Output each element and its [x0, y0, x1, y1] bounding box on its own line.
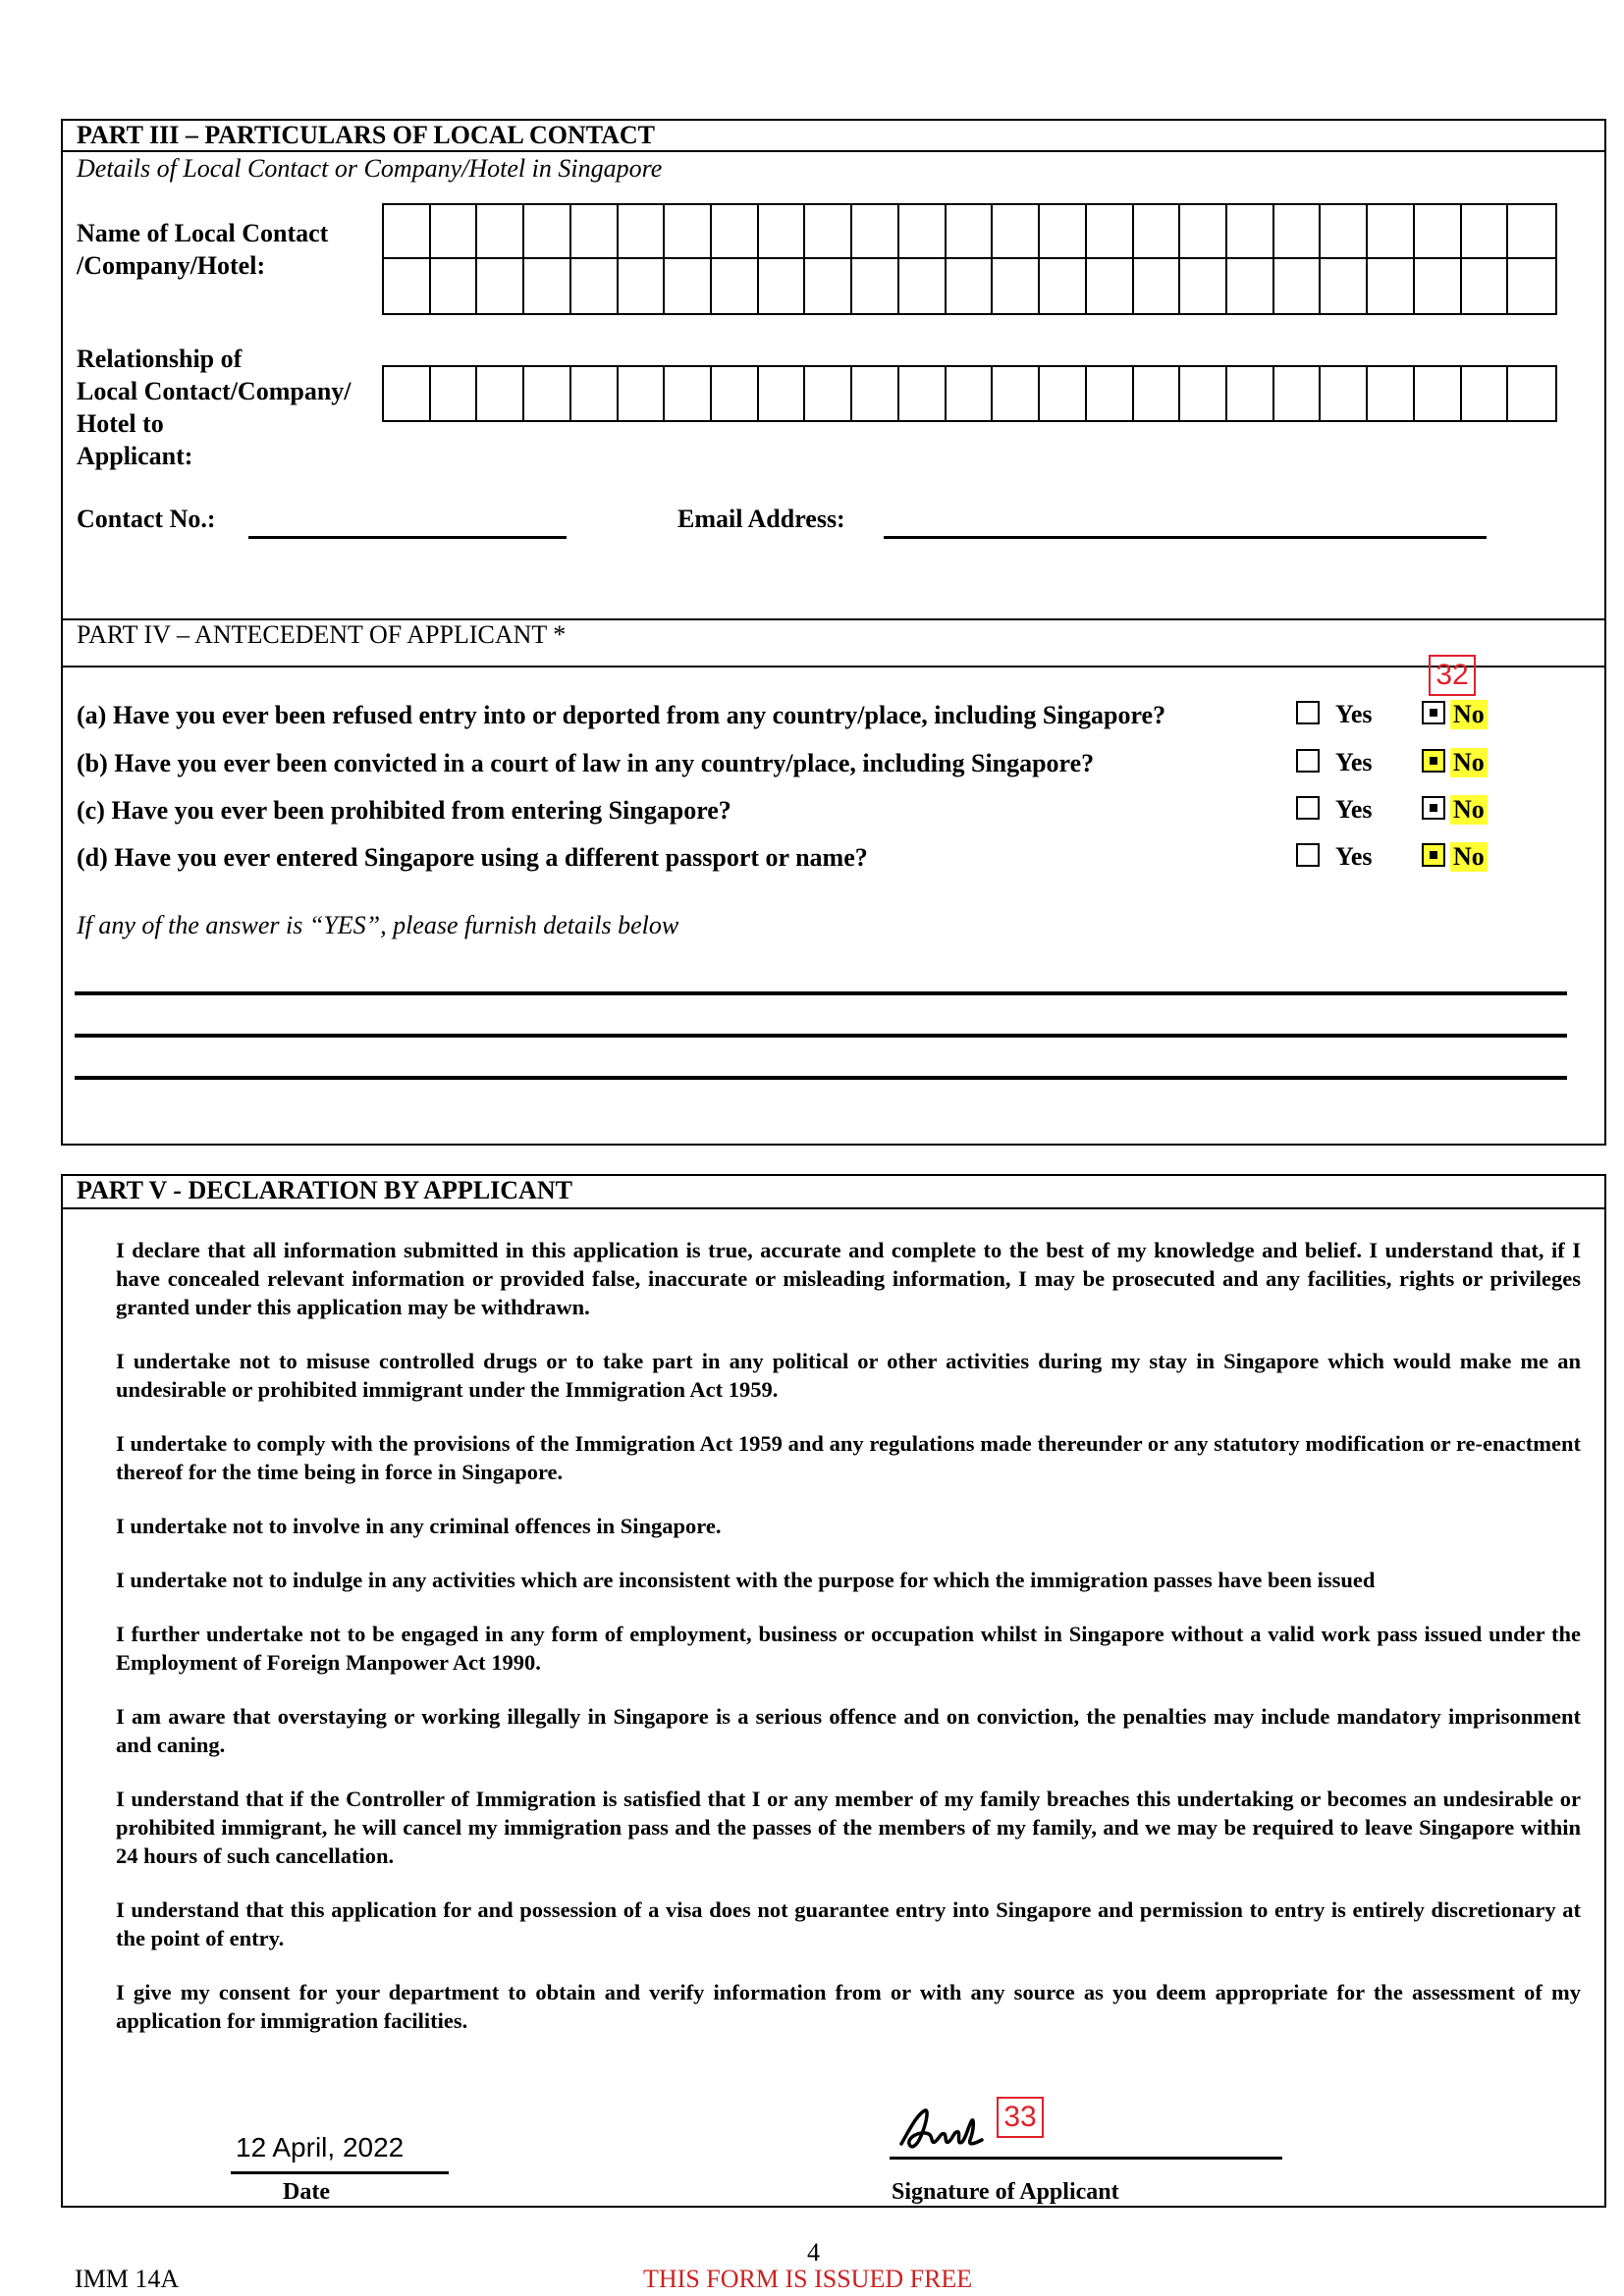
character-box[interactable] — [1227, 259, 1274, 313]
character-box[interactable] — [384, 205, 431, 259]
character-box[interactable] — [1134, 259, 1181, 313]
relationship-label — [77, 343, 352, 472]
relationship-entry-grid[interactable] — [382, 365, 1557, 422]
contact-number-field[interactable] — [248, 536, 567, 539]
part3-title: PART III – PARTICULARS OF LOCAL CONTACT — [77, 121, 656, 149]
character-box[interactable] — [524, 259, 571, 313]
form-code: IMM 14A — [75, 2265, 180, 2293]
declaration-paragraph: I am aware that overstaying or working illegally in Singapore is a serious offence and on conviction, the penalties may include mandatory imprisonment and caning. — [116, 1704, 1581, 1757]
character-box[interactable] — [1321, 259, 1368, 313]
date-value[interactable]: 12 April, 2022 — [236, 2132, 405, 2163]
character-box[interactable] — [1368, 205, 1415, 259]
date-label: Date — [283, 2179, 330, 2205]
question-b-yes-label: Yes — [1335, 748, 1373, 776]
declaration-paragraph: I undertake to comply with the provisions of the Immigration Act 1959 and any regulations made thereunder or any statutory modification or re-enactment thereof for the time being in force in Singapore. — [116, 1431, 1581, 1484]
character-box[interactable] — [1180, 205, 1227, 259]
character-box[interactable] — [619, 205, 666, 259]
question-c-no-label: No — [1450, 795, 1488, 825]
character-box[interactable] — [431, 205, 478, 259]
character-box[interactable] — [665, 205, 712, 259]
character-box[interactable] — [524, 367, 571, 420]
part3-subtitle: Details of Local Contact or Company/Hotel in Singapore — [77, 154, 663, 183]
character-box[interactable] — [1274, 259, 1322, 313]
character-box[interactable] — [1508, 259, 1555, 313]
character-box[interactable] — [1227, 205, 1274, 259]
character-box[interactable] — [712, 205, 759, 259]
part5-title-divider — [61, 1207, 1606, 1209]
declaration-paragraph: I declare that all information submitted in this application is true, accurate and complete to the best of my knowledge and belief. I understand that, if I have concealed relevant information or provided false, inaccurate or misleading information, I may be prosecuted and any facilities, rights or privileges granted under this application may be withdrawn. — [116, 1238, 1581, 1319]
question-a-yes-checkbox[interactable] — [1296, 701, 1320, 724]
character-box[interactable] — [384, 367, 431, 420]
declaration-paragraph: I undertake not to misuse controlled drugs or to take part in any political or other activities during my stay in Singapore which would make me an undesirable or prohibited immigrant under the Immigration Act 1959. — [116, 1349, 1581, 1402]
character-box[interactable] — [1134, 205, 1181, 259]
character-box[interactable] — [524, 205, 571, 259]
character-box[interactable] — [477, 367, 524, 420]
character-box[interactable] — [571, 367, 619, 420]
character-box[interactable] — [1087, 259, 1134, 313]
character-box[interactable] — [993, 367, 1040, 420]
part3-title-divider — [61, 150, 1606, 152]
character-box[interactable] — [1274, 205, 1322, 259]
character-box[interactable] — [665, 259, 712, 313]
character-box[interactable] — [712, 367, 759, 420]
character-box[interactable] — [1274, 367, 1322, 420]
question-d-yes-label: Yes — [1335, 842, 1373, 871]
character-box[interactable] — [1321, 367, 1368, 420]
question-a-no-label: No — [1450, 700, 1488, 729]
relationship-label-line-1: Relationship of — [77, 345, 243, 373]
contact-label: Contact No.: — [77, 505, 216, 533]
character-box[interactable] — [1462, 259, 1509, 313]
character-box[interactable] — [1368, 259, 1415, 313]
character-box[interactable] — [1040, 367, 1087, 420]
details-line-2[interactable] — [75, 1034, 1567, 1038]
question-d-yes-checkbox[interactable] — [1296, 843, 1320, 867]
question-d-no-label: No — [1450, 842, 1488, 872]
name-label — [77, 217, 328, 282]
character-box[interactable] — [899, 205, 947, 259]
character-box[interactable] — [619, 259, 666, 313]
character-box[interactable] — [805, 367, 852, 420]
signature-label: Signature of Applicant — [892, 2179, 1119, 2205]
character-box[interactable] — [477, 205, 524, 259]
character-box[interactable] — [852, 367, 899, 420]
character-box[interactable] — [619, 367, 666, 420]
details-prompt: If any of the answer is “YES”, please furnish details below — [77, 911, 679, 939]
question-a-no-checkbox[interactable] — [1422, 701, 1445, 724]
character-box[interactable] — [993, 259, 1040, 313]
part4-section — [61, 618, 1606, 1146]
character-box[interactable] — [571, 205, 619, 259]
character-box[interactable] — [759, 205, 806, 259]
question-a-text: (a) Have you ever been refused entry into or deported from any country/place, including Singapore? — [77, 701, 1166, 729]
relationship-label-line-2: Local Contact/Company/ — [77, 377, 352, 405]
character-box[interactable] — [852, 259, 899, 313]
relationship-label-line-3: Hotel to — [77, 409, 164, 438]
character-box[interactable] — [1415, 259, 1462, 313]
character-box[interactable] — [1180, 259, 1227, 313]
character-box[interactable] — [1040, 205, 1087, 259]
question-b-text: (b) Have you ever been convicted in a court of law in any country/place, including Singapore? — [77, 749, 1095, 777]
character-box[interactable] — [1227, 367, 1274, 420]
relationship-label-line-4: Applicant: — [77, 442, 193, 470]
character-box[interactable] — [477, 259, 524, 313]
declaration-paragraph: I undertake not to indulge in any activities which are inconsistent with the purpose for which the immigration passes have been issued — [116, 1568, 1376, 1592]
annotation-marker-33: 33 — [997, 2097, 1044, 2138]
character-box[interactable] — [1462, 367, 1509, 420]
declaration-paragraph: I give my consent for your department to obtain and verify information from or with any source as you deem appropriate for the assessment of my application for immigration facilities. — [116, 1980, 1581, 2033]
details-line-1[interactable] — [75, 991, 1567, 995]
question-b-yes-checkbox[interactable] — [1296, 749, 1320, 773]
name-label-line-2: /Company/Hotel: — [77, 251, 266, 280]
character-box[interactable] — [712, 259, 759, 313]
email-address-field[interactable] — [884, 536, 1487, 539]
character-box[interactable] — [899, 259, 947, 313]
date-line — [231, 2171, 449, 2174]
character-box[interactable] — [431, 259, 478, 313]
character-box[interactable] — [1040, 259, 1087, 313]
character-box[interactable] — [1087, 205, 1134, 259]
declaration-text — [116, 1236, 1581, 2060]
details-line-3[interactable] — [75, 1076, 1567, 1080]
part5-title: PART V - DECLARATION BY APPLICANT — [77, 1176, 572, 1204]
signature-image — [895, 2101, 986, 2156]
character-box[interactable] — [947, 205, 994, 259]
character-box[interactable] — [1508, 367, 1555, 420]
character-box[interactable] — [1462, 205, 1509, 259]
character-box[interactable] — [993, 205, 1040, 259]
issued-free-notice: THIS FORM IS ISSUED FREE — [643, 2265, 973, 2293]
part4-title-divider — [61, 666, 1606, 667]
character-box[interactable] — [1508, 205, 1555, 259]
question-b-no-label: No — [1450, 748, 1488, 777]
character-box[interactable] — [759, 259, 806, 313]
question-d-text: (d) Have you ever entered Singapore using a different passport or name? — [77, 843, 868, 872]
name-label-line-1: Name of Local Contact — [77, 219, 329, 247]
character-box[interactable] — [1180, 367, 1227, 420]
question-c-yes-checkbox[interactable] — [1296, 796, 1320, 820]
character-box[interactable] — [431, 367, 478, 420]
character-box[interactable] — [805, 259, 852, 313]
character-box[interactable] — [947, 259, 994, 313]
character-box[interactable] — [1415, 367, 1462, 420]
question-a-yes-label: Yes — [1335, 700, 1373, 728]
character-box[interactable] — [384, 259, 431, 313]
page-number: 4 — [807, 2238, 820, 2267]
signature-line — [890, 2157, 1282, 2160]
character-box[interactable] — [899, 367, 947, 420]
declaration-paragraph: I understand that this application for and possession of a visa does not guarantee entry into Singapore and permission to entry is entirely discretionary at the point of entry. — [116, 1897, 1581, 1950]
character-box[interactable] — [947, 367, 994, 420]
question-d-no-checkbox[interactable] — [1422, 843, 1445, 867]
character-box[interactable] — [1134, 367, 1181, 420]
declaration-paragraph: I understand that if the Controller of Immigration is satisfied that I or any member of my family breaches this undertaking or becomes an undesirable or prohibited immigrant, he will cancel my immigration pass and the passes of the members of my family, and we may be required to leave Singapore within 24 hours of such cancellation. — [116, 1787, 1581, 1868]
character-box[interactable] — [805, 205, 852, 259]
character-box[interactable] — [852, 205, 899, 259]
character-box[interactable] — [1368, 367, 1415, 420]
question-c-yes-label: Yes — [1335, 795, 1373, 824]
question-b-no-checkbox[interactable] — [1422, 749, 1445, 773]
declaration-paragraph: I undertake not to involve in any criminal offences in Singapore. — [116, 1514, 722, 1538]
character-box[interactable] — [571, 259, 619, 313]
annotation-marker-32: 32 — [1429, 655, 1476, 696]
declaration-paragraph: I further undertake not to be engaged in any form of employment, business or occupation whilst in Singapore without a valid work pass issued under the Employment of Foreign Manpower Act 1990. — [116, 1622, 1581, 1675]
character-box[interactable] — [1415, 205, 1462, 259]
question-c-no-checkbox[interactable] — [1422, 796, 1445, 820]
character-box[interactable] — [1321, 205, 1368, 259]
character-box[interactable] — [759, 367, 806, 420]
character-box[interactable] — [1087, 367, 1134, 420]
question-c-text: (c) Have you ever been prohibited from entering Singapore? — [77, 796, 731, 825]
email-label: Email Address: — [677, 505, 845, 533]
name-entry-grid[interactable] — [382, 203, 1557, 315]
part4-title: PART IV – ANTECEDENT OF APPLICANT * — [77, 620, 567, 649]
character-box[interactable] — [665, 367, 712, 420]
